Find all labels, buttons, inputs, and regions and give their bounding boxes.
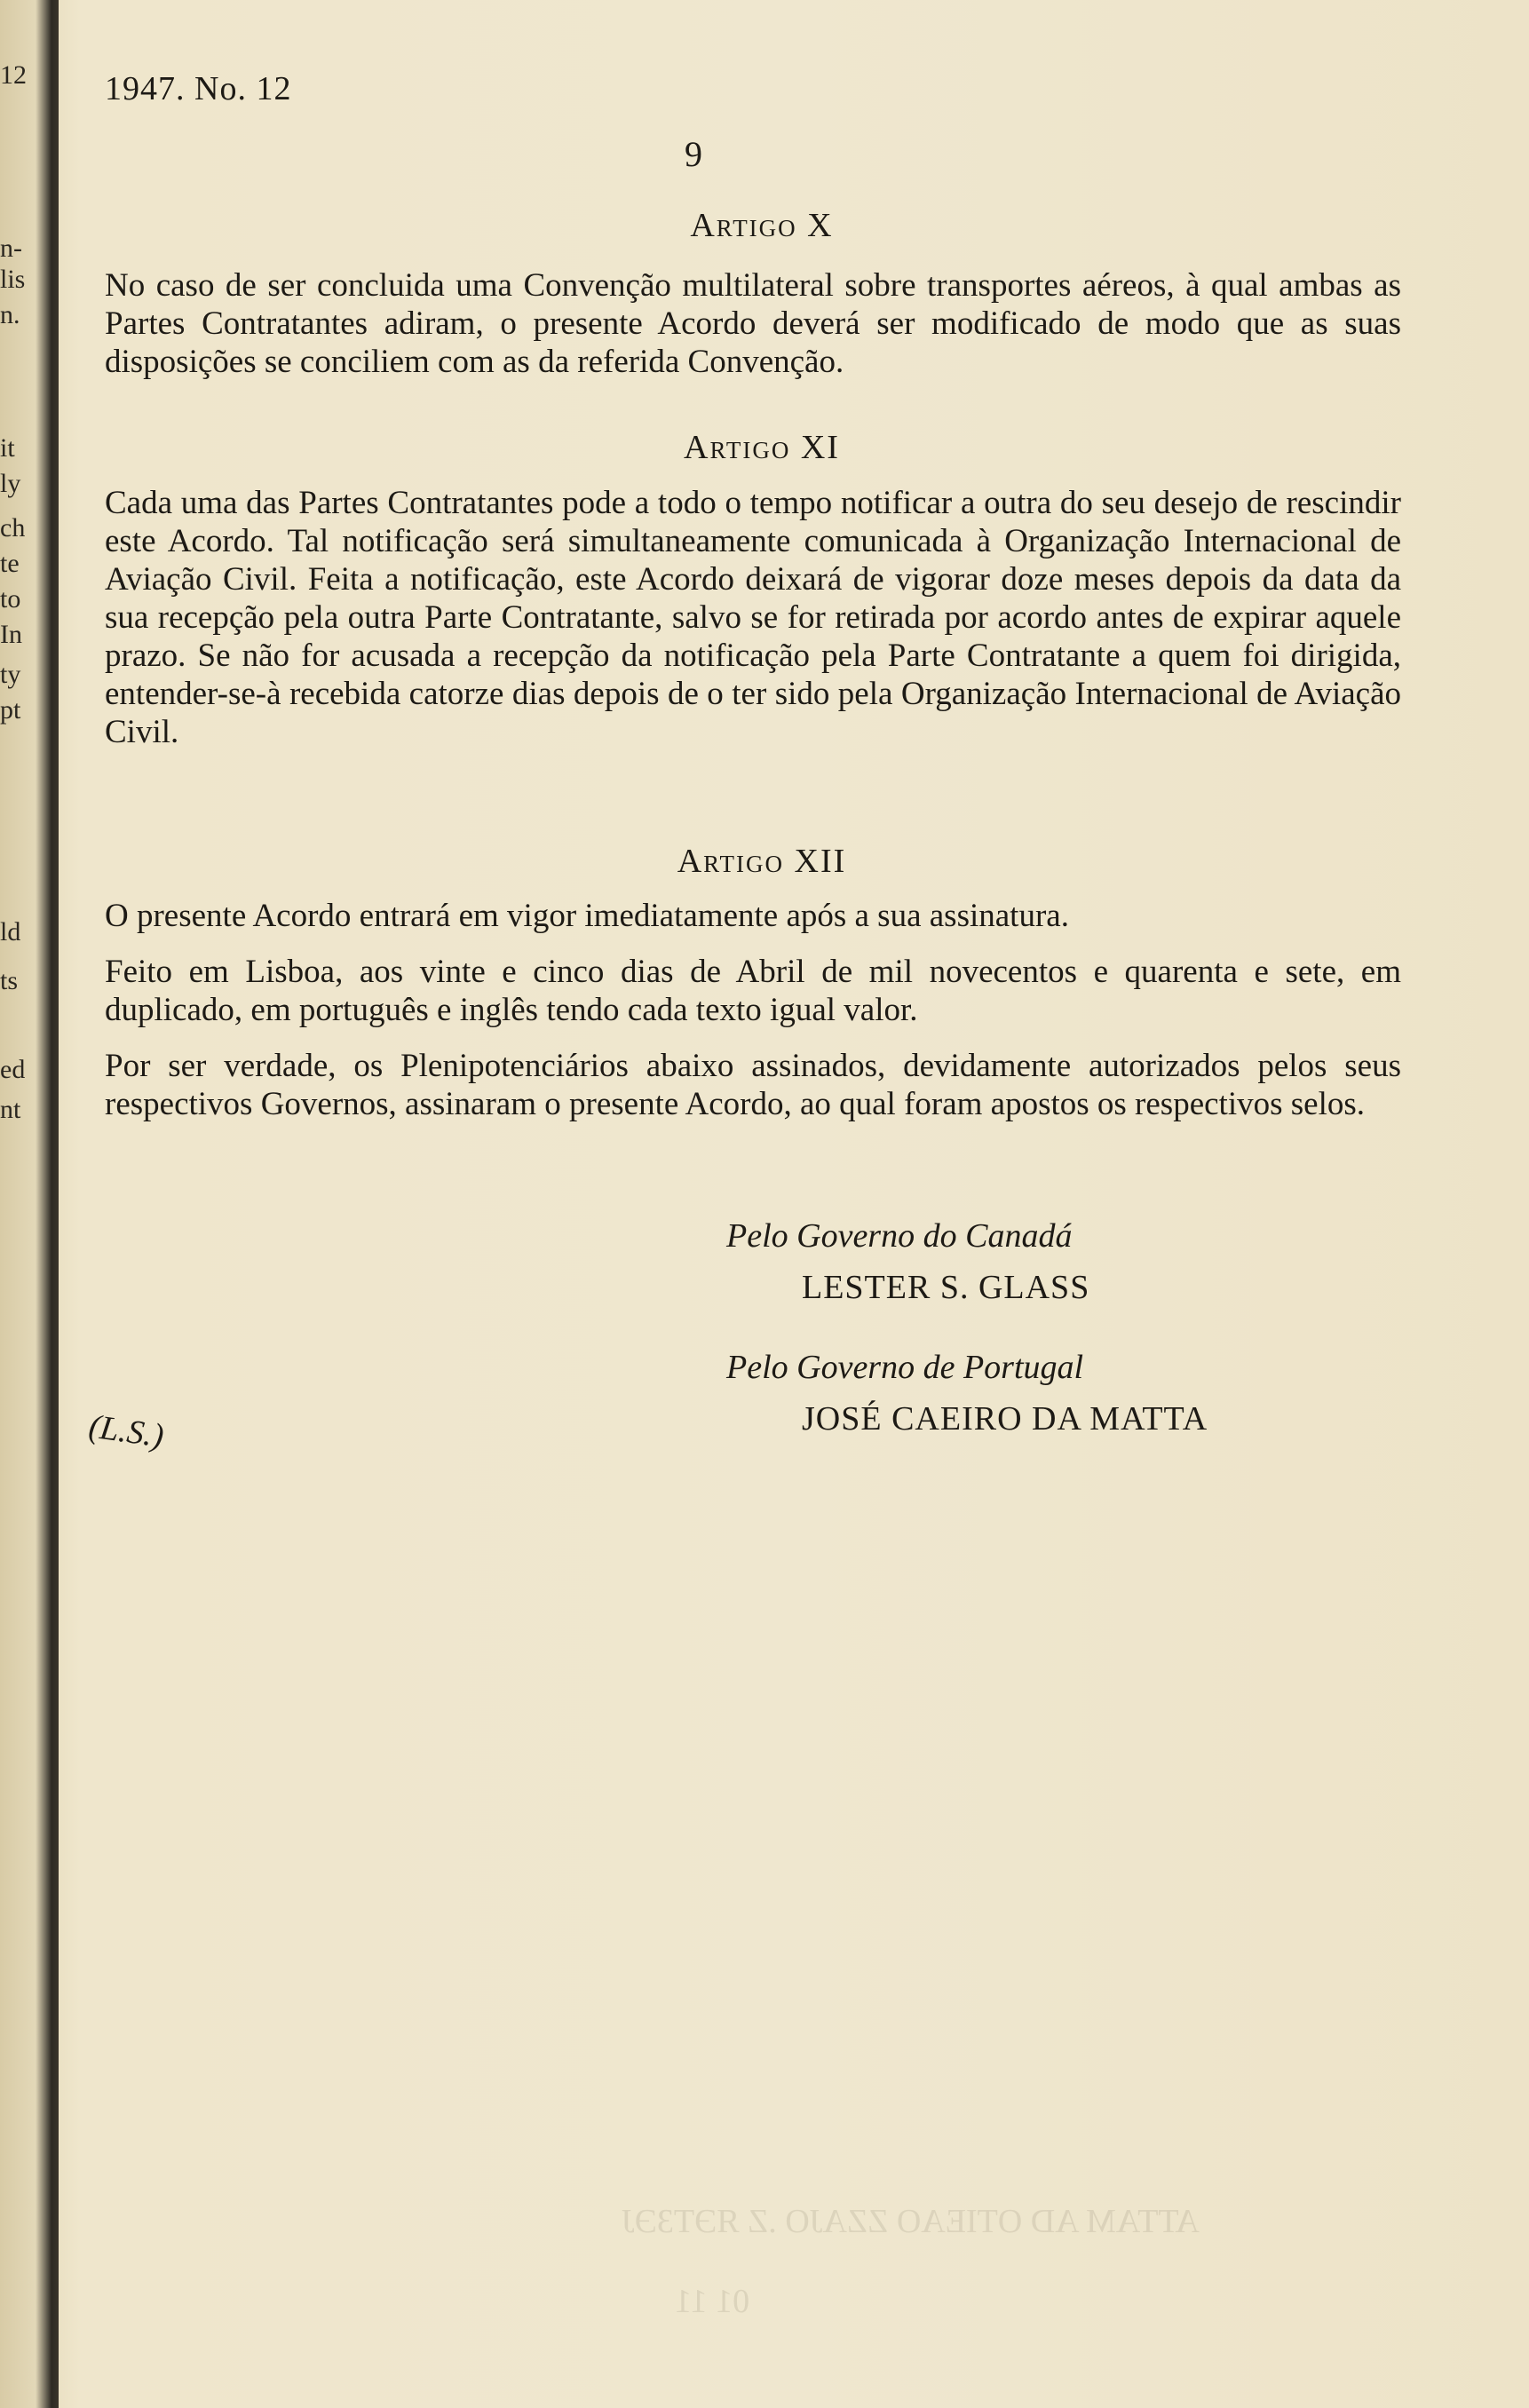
signatory-name: LESTER S. GLASS bbox=[802, 1269, 1090, 1306]
document-header: 1947. No. 12 bbox=[105, 70, 292, 107]
gutter-text: ly bbox=[0, 469, 21, 498]
gutter-text: ty bbox=[0, 660, 21, 689]
paragraph: Por ser verdade, os Plenipotenciários abaixo assinados, devidamente autorizados pelos seus respectivos Governos, assinaram o presente Acordo, ao qual foram apostos os respectivos selos. bbox=[105, 1048, 1401, 1122]
article-heading: Artigo XI bbox=[684, 429, 840, 466]
signature-for: Pelo Governo de Portugal bbox=[726, 1349, 1084, 1386]
gutter-text: n. bbox=[0, 300, 20, 329]
article-heading: Artigo XII bbox=[677, 843, 847, 880]
signatory-name: JOSÉ CAEIRO DA MATTA bbox=[802, 1400, 1208, 1438]
paragraph: O presente Acordo entrará em vigor imediatamente após a sua assinatura. bbox=[105, 898, 1069, 934]
book-gutter bbox=[0, 0, 59, 2408]
show-through-text: ATTAM AD OTIEAO ZZAJO .Z ЯЭТЗЭJ bbox=[622, 2203, 1200, 2240]
page-number: 9 bbox=[685, 134, 702, 174]
paragraph: No caso de ser concluida uma Convenção multilateral sobre transportes aéreos, à qual ambas as Partes Contratantes adiram, o presente Acordo deverá ser modificado de modo que as suas disposições se conciliem com as da referida Convenção. bbox=[105, 267, 1401, 380]
gutter-text: lis bbox=[0, 265, 26, 294]
article-body bbox=[105, 484, 1401, 751]
gutter-text: pt bbox=[0, 695, 21, 725]
gutter-text: te bbox=[0, 549, 20, 578]
gutter-text: In bbox=[0, 620, 22, 649]
gutter-text: ch bbox=[0, 513, 26, 543]
article-body bbox=[105, 897, 1401, 1123]
seal-mark: (L.S.) bbox=[86, 1407, 166, 1455]
gutter-text: 12 bbox=[0, 60, 27, 90]
paragraph: Cada uma das Partes Contratantes pode a todo o tempo notificar a outra do seu desejo de rescindir este Acordo. Tal notificação será simultaneamente comunicada à Organização Internacional de Aviação Civil. Feita a notificação, este Acordo deixará de vigorar doze meses depois da data da sua recepção pela outra Parte Contratante, salvo se for retirada por acordo antes de expirar aquele prazo. Se não for acusada a recepção da notificação pela Parte Contratante a quem foi dirigida, entender-se-à recebida catorze dias depois de o ter sido pela Organização Internacional de Aviação Civil. bbox=[105, 485, 1401, 750]
gutter-text: nt bbox=[0, 1095, 21, 1124]
gutter-text: ed bbox=[0, 1055, 26, 1084]
article-heading: Artigo X bbox=[690, 207, 834, 244]
gutter-text: ld bbox=[0, 917, 21, 947]
gutter-text: n- bbox=[0, 234, 22, 263]
gutter-text: it bbox=[0, 433, 15, 463]
show-through-text: 01 11 bbox=[675, 2283, 750, 2320]
paragraph: Feito em Lisboa, aos vinte e cinco dias de Abril de mil novecentos e quarenta e sete, em duplicado, em português e inglês tendo cada texto igual valor. bbox=[105, 954, 1401, 1028]
signature-for: Pelo Governo do Canadá bbox=[726, 1217, 1073, 1255]
gutter-text: to bbox=[0, 584, 21, 614]
signature-block-canada bbox=[726, 1216, 1089, 1307]
gutter-text: ts bbox=[0, 966, 19, 995]
signature-block-portugal bbox=[726, 1348, 1208, 1438]
article-body bbox=[105, 266, 1401, 381]
